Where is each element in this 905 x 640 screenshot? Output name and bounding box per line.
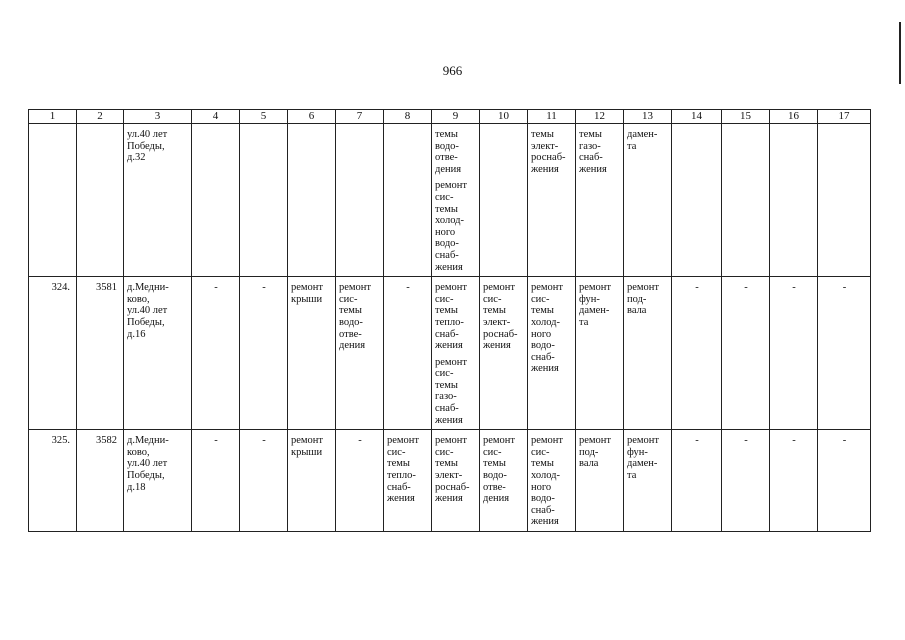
cell-text: холод- <box>531 316 560 328</box>
table-row <box>29 277 871 430</box>
cell-text: ремонт <box>435 180 468 192</box>
cell-paragraph <box>821 282 868 294</box>
cell-paragraph <box>80 435 117 447</box>
cell-text: ного <box>435 226 456 238</box>
page-number: 966 <box>442 63 463 78</box>
cell-text: - <box>358 435 362 447</box>
cell-text: фун- <box>627 446 648 458</box>
table-cell <box>722 430 770 532</box>
cell-text: темы <box>435 305 458 317</box>
cell-paragraph <box>821 435 868 447</box>
table-cell <box>432 124 480 277</box>
cell-text: жения <box>435 493 463 505</box>
table-cell <box>192 277 240 430</box>
cell-text: ул.40 лет <box>127 305 168 317</box>
cell-paragraph <box>627 129 669 152</box>
cell-text: под- <box>627 293 647 305</box>
cell-text: отве- <box>435 152 458 164</box>
cell-text: элект- <box>483 316 511 328</box>
cell-text: ремонт <box>291 282 324 294</box>
table-cell <box>770 277 818 430</box>
cell-text: ремонт <box>579 282 612 294</box>
cell-text: под- <box>579 446 599 458</box>
cell-text: фун- <box>579 293 600 305</box>
cell-text: 324. <box>51 282 70 294</box>
table-cell <box>576 277 624 430</box>
cell-text: крыши <box>291 446 323 458</box>
cell-text: та <box>627 140 637 152</box>
cell-text: Победы, <box>127 140 165 152</box>
cell-text: - <box>792 435 796 447</box>
cell-text: д.Медни- <box>127 435 169 447</box>
table-cell <box>528 277 576 430</box>
table-cell <box>432 277 480 430</box>
cell-text: д.18 <box>127 481 146 493</box>
cell-text: жения <box>531 516 559 528</box>
table-cell <box>77 430 124 532</box>
header-row <box>29 110 871 124</box>
cell-text: снаб- <box>435 403 459 415</box>
cell-paragraph <box>80 282 117 294</box>
cell-paragraph <box>195 435 237 447</box>
table-row <box>29 124 871 277</box>
cell-paragraph <box>32 435 70 447</box>
table-cell <box>288 277 336 430</box>
cell-text: темы <box>483 458 506 470</box>
table-cell <box>384 277 432 430</box>
cell-text: тепло- <box>435 316 464 328</box>
cell-text: сис- <box>483 446 502 458</box>
margin-rule <box>899 22 901 84</box>
table-cell <box>770 430 818 532</box>
cell-text: дения <box>339 340 366 352</box>
cell-text: - <box>262 282 266 294</box>
cell-paragraph <box>579 282 621 328</box>
cell-text: ремонт <box>627 435 660 447</box>
cell-text: роснаб- <box>435 481 470 493</box>
cell-text: снаб- <box>531 351 555 363</box>
table-cell <box>432 430 480 532</box>
cell-text: жения <box>483 340 511 352</box>
cell-text: - <box>744 435 748 447</box>
cell-text: жения <box>435 340 463 352</box>
cell-text: Победы, <box>127 316 165 328</box>
cell-text: д.32 <box>127 152 146 164</box>
cell-paragraph <box>435 129 477 175</box>
cell-text: сис- <box>435 446 454 458</box>
table-cell <box>240 124 288 277</box>
cell-text: темы <box>579 129 602 140</box>
cell-text: - <box>842 282 847 294</box>
cell-text: темы <box>483 305 506 317</box>
table-cell <box>480 430 528 532</box>
column-header: 5 <box>240 110 288 124</box>
table-cell <box>192 124 240 277</box>
table-cell <box>480 124 528 277</box>
column-header: 14 <box>672 110 722 124</box>
cell-paragraph <box>483 282 525 352</box>
cell-text: снаб- <box>435 328 459 340</box>
cell-text: ремонт <box>435 282 468 294</box>
cell-text: жения <box>531 363 559 375</box>
table-cell <box>240 430 288 532</box>
cell-paragraph <box>675 282 719 294</box>
table-cell <box>624 124 672 277</box>
cell-text: 3582 <box>96 435 117 447</box>
table-cell <box>240 277 288 430</box>
table-cell <box>576 124 624 277</box>
cell-text: водо- <box>531 340 555 352</box>
cell-text: водо- <box>339 316 363 328</box>
cell-text: дамен- <box>627 458 658 470</box>
table-cell <box>528 124 576 277</box>
cell-paragraph <box>127 435 189 493</box>
cell-text: 3581 <box>96 282 117 294</box>
table-cell <box>29 277 77 430</box>
cell-text: д.16 <box>127 328 146 340</box>
cell-text: - <box>695 435 699 447</box>
column-header: 4 <box>192 110 240 124</box>
column-header: 17 <box>818 110 871 124</box>
cell-paragraph <box>531 282 573 375</box>
table-cell <box>722 277 770 430</box>
cell-text: та <box>579 316 589 328</box>
column-header: 13 <box>624 110 672 124</box>
cell-text: холод- <box>531 470 560 482</box>
cell-paragraph <box>32 282 70 294</box>
cell-text: ул.40 лет <box>127 129 168 140</box>
table-cell <box>818 124 871 277</box>
cell-text: темы <box>435 458 458 470</box>
cell-text: сис- <box>435 368 454 380</box>
cell-paragraph <box>435 282 477 352</box>
cell-paragraph <box>725 435 767 447</box>
cell-paragraph <box>725 282 767 294</box>
cell-paragraph <box>387 282 429 294</box>
table-cell <box>124 124 192 277</box>
cell-text: водо- <box>531 493 555 505</box>
cell-text: сис- <box>435 293 454 305</box>
cell-text: ремонт <box>435 356 468 368</box>
cell-text: дамен- <box>627 129 658 140</box>
cell-text: та <box>627 470 637 482</box>
cell-text: - <box>744 282 748 294</box>
table-cell <box>672 277 722 430</box>
column-header: 15 <box>722 110 770 124</box>
cell-text: снаб- <box>579 152 603 164</box>
cell-text: Победы, <box>127 470 165 482</box>
cell-text: водо- <box>435 238 459 250</box>
cell-text: жения <box>579 163 607 175</box>
cell-text: ково, <box>127 293 150 305</box>
cell-text: водо- <box>483 470 507 482</box>
table-cell <box>672 124 722 277</box>
cell-paragraph <box>435 435 477 505</box>
cell-text: отве- <box>339 328 362 340</box>
cell-paragraph <box>243 435 285 447</box>
cell-text: ремонт <box>579 435 612 447</box>
cell-text: вала <box>579 458 599 470</box>
cell-text: дения <box>483 493 510 505</box>
cell-paragraph <box>339 435 381 447</box>
table-cell <box>124 430 192 532</box>
cell-text: темы <box>435 379 458 391</box>
cell-text: сис- <box>531 446 550 458</box>
column-header: 6 <box>288 110 336 124</box>
cell-paragraph <box>291 282 333 305</box>
cell-paragraph <box>387 435 429 505</box>
cell-paragraph <box>127 282 189 340</box>
column-header: 3 <box>124 110 192 124</box>
cell-text: снаб- <box>531 504 555 516</box>
cell-text: д.Медни- <box>127 282 169 294</box>
cell-text: - <box>214 282 218 294</box>
cell-text: жения <box>387 493 415 505</box>
cell-paragraph <box>773 282 815 294</box>
table-cell <box>624 277 672 430</box>
cell-text: ремонт <box>531 282 564 294</box>
cell-paragraph <box>339 282 381 352</box>
cell-text: темы <box>435 129 458 140</box>
cell-text: ремонт <box>435 435 468 447</box>
cell-text: отве- <box>483 481 506 493</box>
cell-text: снаб- <box>435 249 459 261</box>
cell-text: сис- <box>435 191 454 203</box>
cell-paragraph <box>675 435 719 447</box>
cell-paragraph <box>627 282 669 317</box>
cell-text: снаб- <box>387 481 411 493</box>
table-cell <box>384 124 432 277</box>
cell-text: элект- <box>435 470 463 482</box>
cell-text: сис- <box>531 293 550 305</box>
cell-text: - <box>214 435 218 447</box>
cell-text: - <box>695 282 699 294</box>
table-cell <box>77 277 124 430</box>
cell-text: - <box>842 435 847 447</box>
column-header: 8 <box>384 110 432 124</box>
table-cell <box>722 124 770 277</box>
cell-text: - <box>262 435 266 447</box>
cell-text: сис- <box>483 293 502 305</box>
table-cell <box>818 277 871 430</box>
column-header: 10 <box>480 110 528 124</box>
column-header: 2 <box>77 110 124 124</box>
column-header: 9 <box>432 110 480 124</box>
table-cell <box>528 430 576 532</box>
table-cell <box>818 430 871 532</box>
table-cell <box>29 124 77 277</box>
cell-text: ремонт <box>291 435 324 447</box>
table-cell <box>336 430 384 532</box>
cell-text: крыши <box>291 293 323 305</box>
cell-text: ремонт <box>483 282 516 294</box>
column-header: 12 <box>576 110 624 124</box>
cell-text: темы <box>387 458 410 470</box>
repair-schedule-table <box>28 109 871 532</box>
cell-text: ремонт <box>531 435 564 447</box>
cell-text: элект- <box>531 140 559 152</box>
cell-text: темы <box>435 203 458 215</box>
cell-text: ремонт <box>627 282 660 294</box>
cell-text: ул.40 лет <box>127 458 168 470</box>
table-cell <box>624 430 672 532</box>
cell-text: газо- <box>435 391 457 403</box>
cell-text: водо- <box>435 140 459 152</box>
cell-paragraph <box>531 129 573 175</box>
table-cell <box>672 430 722 532</box>
cell-text: темы <box>531 129 554 140</box>
table-cell <box>192 430 240 532</box>
cell-text: ного <box>531 328 552 340</box>
cell-text: вала <box>627 305 647 317</box>
cell-paragraph <box>773 435 815 447</box>
cell-text: 325. <box>51 435 70 447</box>
column-header: 1 <box>29 110 77 124</box>
cell-text: роснаб- <box>531 152 566 164</box>
cell-text: ремонт <box>339 282 372 294</box>
cell-text: жения <box>435 261 463 273</box>
cell-text: - <box>406 282 410 294</box>
cell-text: ремонт <box>483 435 516 447</box>
table-cell <box>336 277 384 430</box>
cell-paragraph <box>291 435 333 458</box>
cell-text: дамен- <box>579 305 610 317</box>
cell-text: сис- <box>387 446 406 458</box>
cell-paragraph <box>579 435 621 470</box>
cell-text: жения <box>531 163 559 175</box>
cell-paragraph <box>243 282 285 294</box>
table-cell <box>480 277 528 430</box>
cell-text: темы <box>531 305 554 317</box>
table-cell <box>288 430 336 532</box>
table-cell <box>124 277 192 430</box>
cell-text: темы <box>339 305 362 317</box>
table-row <box>29 430 871 532</box>
cell-text: тепло- <box>387 470 416 482</box>
cell-text: сис- <box>339 293 358 305</box>
table-cell <box>576 430 624 532</box>
cell-paragraph <box>627 435 669 481</box>
cell-paragraph <box>195 282 237 294</box>
cell-text: холод- <box>435 215 464 227</box>
table-cell <box>384 430 432 532</box>
cell-paragraph <box>435 357 477 427</box>
table-cell <box>29 430 77 532</box>
cell-text: темы <box>531 458 554 470</box>
table-cell <box>336 124 384 277</box>
cell-text: газо- <box>579 140 601 152</box>
table-cell <box>77 124 124 277</box>
column-header: 7 <box>336 110 384 124</box>
table-cell <box>770 124 818 277</box>
cell-paragraph <box>579 129 621 175</box>
table-cell <box>288 124 336 277</box>
cell-text: роснаб- <box>483 328 518 340</box>
cell-paragraph <box>127 129 189 164</box>
cell-paragraph <box>483 435 525 505</box>
cell-paragraph <box>435 180 477 273</box>
cell-text: ково, <box>127 446 150 458</box>
cell-text: ного <box>531 481 552 493</box>
cell-text: ремонт <box>387 435 420 447</box>
column-header: 16 <box>770 110 818 124</box>
cell-paragraph <box>531 435 573 528</box>
cell-text: жения <box>435 414 463 426</box>
cell-text: дения <box>435 163 462 175</box>
cell-text: - <box>792 282 796 294</box>
column-header: 11 <box>528 110 576 124</box>
